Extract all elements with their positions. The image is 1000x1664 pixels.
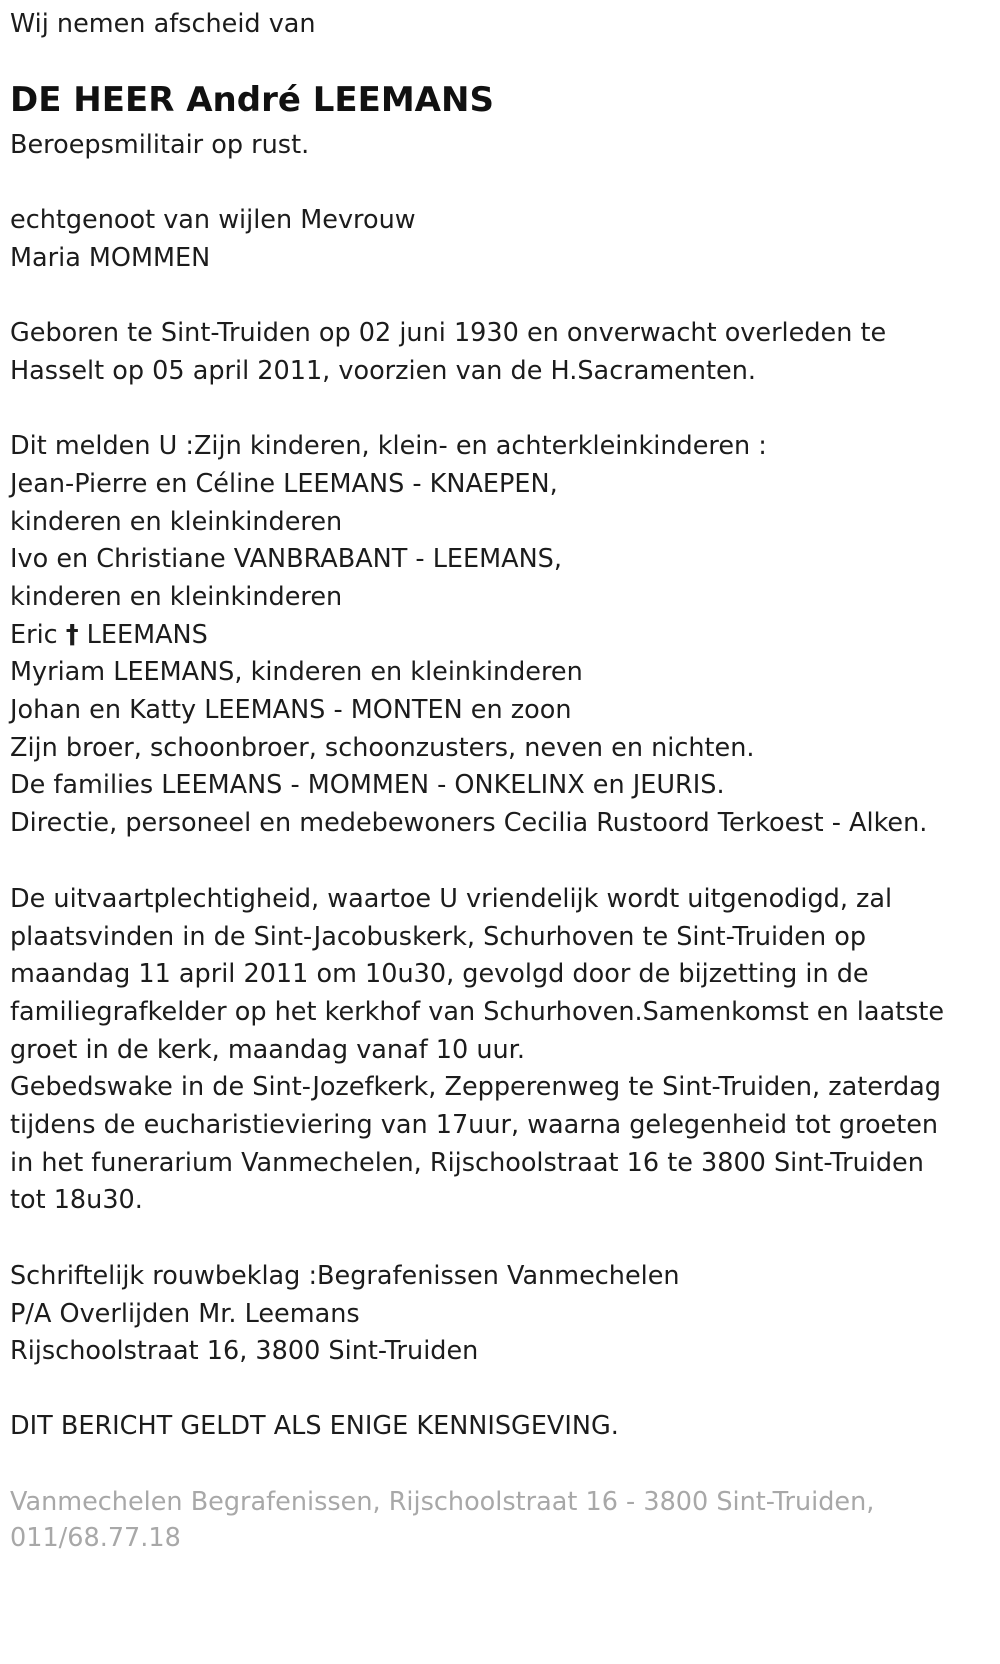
funeral-line-9: tot 18u30.	[10, 1185, 143, 1215]
eric-last-name: LEEMANS	[86, 620, 208, 650]
eric-first-name: Eric	[10, 620, 58, 650]
footer-line-1: Vanmechelen Begrafenissen, Rijschoolstraat 16 - 3800 Sint-Truiden,	[10, 1487, 875, 1517]
deceased-profession: Beroepsmilitair op rust.	[10, 130, 310, 160]
family-line-9: De families LEEMANS - MOMMEN - ONKELINX en JEURIS.	[10, 770, 725, 800]
family-heading: Dit melden U :Zijn kinderen, klein- en achterkleinkinderen :	[10, 431, 767, 461]
family-line-eric	[10, 615, 208, 655]
family-line-6: Myriam LEEMANS, kinderen en kleinkinderen	[10, 657, 583, 687]
funeral-line-8: in het funerarium Vanmechelen, Rijschoolstraat 16 te 3800 Sint-Truiden	[10, 1148, 924, 1178]
condolences-line-1: Schriftelijk rouwbeklag :Begrafenissen Vanmechelen	[10, 1261, 680, 1291]
spouse-line-1: echtgenoot van wijlen Mevrouw	[10, 205, 416, 235]
notice-text: DIT BERICHT GELDT ALS ENIGE KENNISGEVING.	[10, 1411, 619, 1441]
spouse-line-2: Maria MOMMEN	[10, 243, 211, 273]
funeral-line-3: maandag 11 april 2011 om 10u30, gevolgd door de bijzetting in de	[10, 959, 869, 989]
family-line-1: Jean-Pierre en Céline LEEMANS - KNAEPEN,	[10, 469, 558, 499]
footer-line-2: 011/68.77.18	[10, 1523, 181, 1553]
funeral-line-7: tijdens de eucharistieviering van 17uur, waarna gelegenheid tot groeten	[10, 1110, 939, 1140]
funeral-line-6: Gebedswake in de Sint-Jozefkerk, Zepperenweg te Sint-Truiden, zaterdag	[10, 1072, 941, 1102]
cross-icon: †	[65, 620, 79, 650]
deceased-name: DE HEER André LEEMANS	[10, 80, 494, 120]
funeral-line-2: plaatsvinden in de Sint-Jacobuskerk, Schurhoven te Sint-Truiden op	[10, 922, 867, 952]
family-line-7: Johan en Katty LEEMANS - MONTEN en zoon	[10, 695, 572, 725]
condolences-line-3: Rijschoolstraat 16, 3800 Sint-Truiden	[10, 1336, 479, 1366]
family-line-3: Ivo en Christiane VANBRABANT - LEEMANS,	[10, 544, 562, 574]
family-line-4: kinderen en kleinkinderen	[10, 582, 343, 612]
family-line-8: Zijn broer, schoonbroer, schoonzusters, neven en nichten.	[10, 733, 755, 763]
life-line-2: Hasselt op 05 april 2011, voorzien van de H.Sacramenten.	[10, 356, 756, 386]
family-line-10: Directie, personeel en medebewoners Cecilia Rustoord Terkoest - Alken.	[10, 808, 928, 838]
funeral-line-5: groet in de kerk, maandag vanaf 10 uur.	[10, 1035, 525, 1065]
life-line-1: Geboren te Sint-Truiden op 02 juni 1930 en onverwacht overleden te	[10, 318, 887, 348]
funeral-line-4: familiegrafkelder op het kerkhof van Schurhoven.Samenkomst en laatste	[10, 997, 945, 1027]
funeral-line-1: De uitvaartplechtigheid, waartoe U vriendelijk wordt uitgenodigd, zal	[10, 884, 893, 914]
intro-text: Wij nemen afscheid van	[10, 9, 316, 39]
condolences-line-2: P/A Overlijden Mr. Leemans	[10, 1299, 360, 1329]
family-line-2: kinderen en kleinkinderen	[10, 507, 343, 537]
